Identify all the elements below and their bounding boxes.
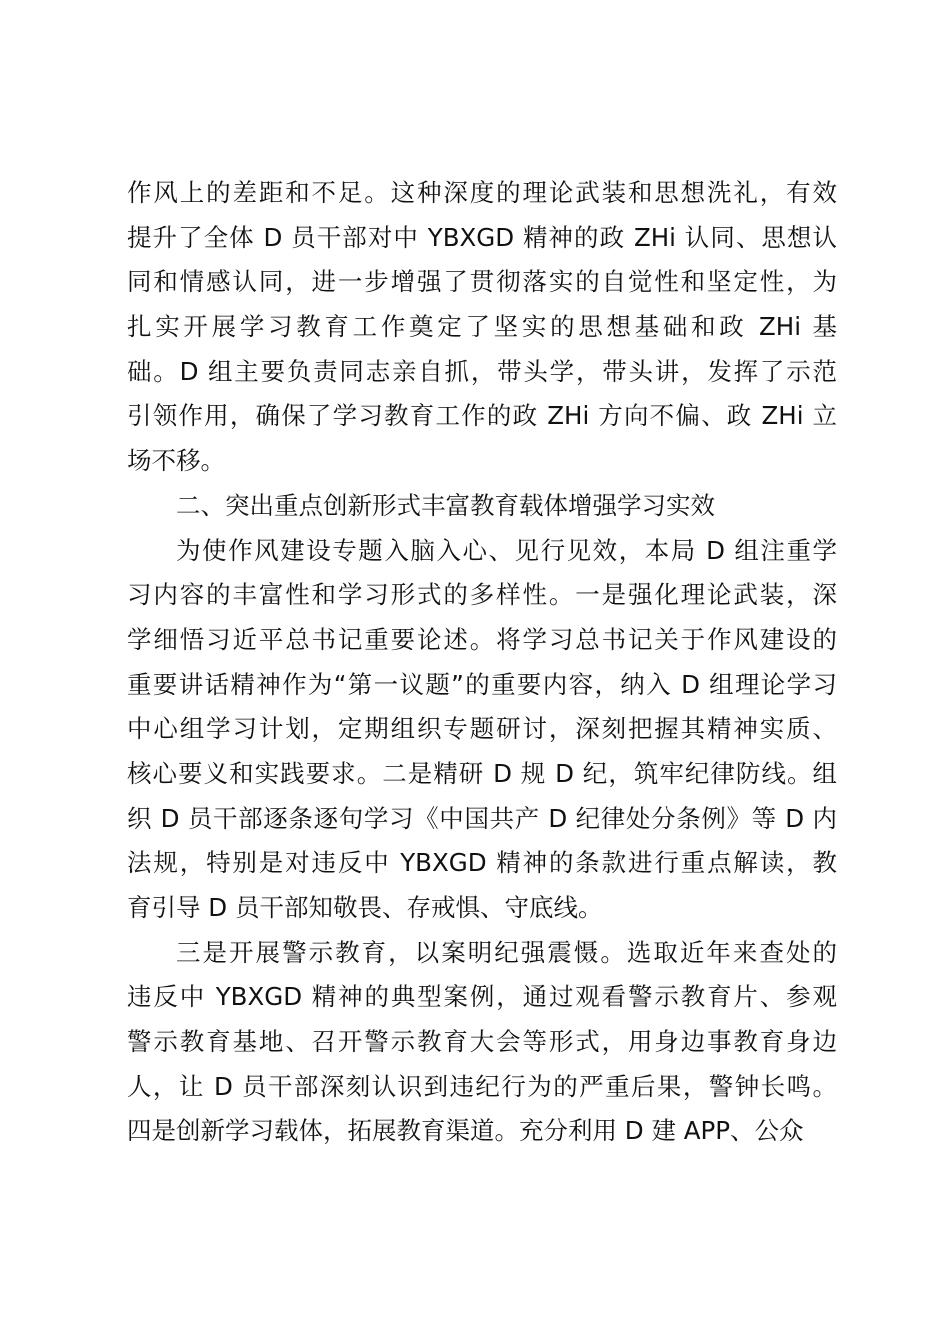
text-line: 警示教育基地、召开警示教育大会等形式，用身边事教育身边 [127, 1027, 837, 1057]
text-line: 扎实开展学习教育工作奠定了坚实的思想基础和政 ZHi 基 [127, 312, 837, 342]
text-line: 习内容的丰富性和学习形式的多样性。一是强化理论武装，深 [127, 580, 837, 610]
text-line: 提升了全体 D 员干部对中 YBXGD 精神的政 ZHi 认同、思想认 [127, 222, 837, 252]
text-line: 四是创新学习载体，拓展教育渠道。充分利用 D 建 APP、公众 [127, 1116, 804, 1146]
text-line: 重要讲话精神作为“第一议题”的重要内容，纳入 D 组理论学习 [127, 669, 837, 699]
text-line: 违反中 YBXGD 精神的典型案例，通过观看警示教育片、参观 [127, 982, 837, 1012]
text-line: 育引导 D 员干部知敬畏、存戒惧、守底线。 [127, 893, 603, 922]
text-line: 场不移。 [127, 446, 225, 476]
text-line: 织 D 员干部逐条逐句学习《中国共产 D 纪律处分条例》等 D 内 [127, 803, 837, 833]
text-line: 础。D 组主要负责同志亲自抓，带头学，带头讲，发挥了示范 [127, 356, 837, 386]
text-line: 学细悟习近平总书记重要论述。将学习总书记关于作风建设的 [127, 624, 837, 654]
text-line: 引领作用，确保了学习教育工作的政 ZHi 方向不偏、政 ZHi 立 [127, 401, 837, 431]
text-line: 核心要义和实践要求。二是精研 D 规 D 纪，筑牢纪律防线。组 [127, 758, 837, 788]
text-line: 法规，特别是对违反中 YBXGD 精神的条款进行重点解读，教 [127, 848, 837, 878]
text-line: 三是开展警示教育，以案明纪强震慑。选取近年来查处的 [176, 937, 837, 967]
text-line: 作风上的差距和不足。这种深度的理论武装和思想洗礼，有效 [127, 178, 837, 207]
text-line: 中心组学习计划，定期组织专题研讨，深刻把握其精神实质、 [127, 714, 837, 744]
text-line: 人，让 D 员干部深刻认识到违纪行为的严重后果，警钟长鸣。 [127, 1071, 837, 1101]
text-line: 二、突出重点创新形式丰富教育载体增强学习实效 [176, 490, 715, 520]
text-line: 同和情感认同，进一步增强了贯彻落实的自觉性和坚定性，为 [127, 267, 837, 297]
text-line: 为使作风建设专题入脑入心、见行见效，本局 D 组注重学 [176, 535, 837, 565]
document-body [127, 171, 837, 1154]
